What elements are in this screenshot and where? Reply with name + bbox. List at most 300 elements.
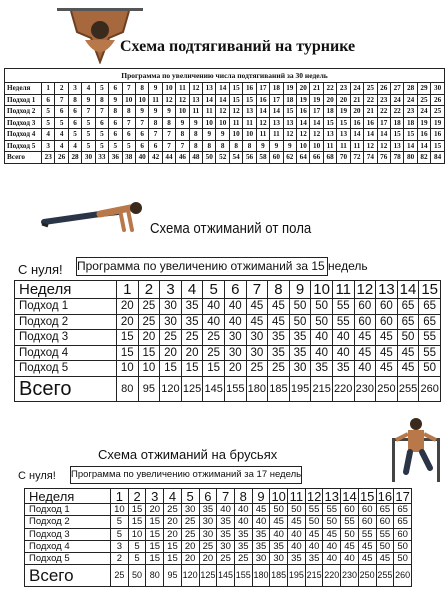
set-label: Подход 3 [15,330,117,346]
week-number-cell: 15 [359,488,375,504]
reps-cell: 14 [417,140,430,152]
reps-cell: 20 [181,345,203,361]
reps-cell: 21 [350,94,363,106]
week-number-cell: 15 [419,281,441,299]
reps-cell: 8 [109,106,122,118]
total-cell: 40 [135,152,148,164]
reps-cell: 8 [189,140,202,152]
week-number-cell: 25 [364,83,377,95]
reps-cell: 45 [376,361,398,377]
reps-cell: 5 [95,129,108,141]
reps-cell: 20 [146,504,164,516]
reps-cell: 20 [164,528,182,540]
reps-cell: 65 [394,516,412,528]
reps-cell: 25 [138,314,160,330]
reps-cell: 45 [358,540,376,552]
reps-cell: 40 [323,553,341,565]
reps-cell: 8 [162,117,175,129]
reps-cell: 22 [364,94,377,106]
week-number-cell: 14 [342,488,357,504]
reps-cell: 30 [246,345,268,361]
total-cell: 220 [332,376,354,401]
reps-cell: 45 [354,345,376,361]
set-label: Подход 3 [5,117,42,129]
reps-cell: 35 [311,361,333,377]
reps-cell: 15 [404,129,417,141]
reps-cell: 40 [224,299,246,315]
reps-cell: 5 [55,117,68,129]
total-cell: 78 [390,152,403,164]
week-number-cell: 21 [310,83,323,95]
week-number-cell: 10 [311,281,333,299]
reps-cell: 10 [135,94,148,106]
reps-cell: 13 [189,94,202,106]
week-number-cell: 7 [217,489,235,504]
total-cell: 80 [117,376,139,401]
week-number-cell: 19 [283,83,296,95]
reps-cell: 10 [111,504,129,516]
reps-cell: 10 [229,129,242,141]
week-number-cell: 9 [289,281,311,299]
reps-cell: 50 [397,330,419,346]
pullups-table [4,68,445,164]
reps-cell: 23 [377,94,390,106]
total-cell: 125 [181,376,203,401]
pushups-title: Схема отжиманий от пола [150,220,312,237]
reps-cell: 15 [160,361,182,377]
reps-cell: 5 [128,553,146,565]
reps-cell: 45 [376,553,394,565]
total-cell: 46 [176,152,189,164]
reps-cell: 65 [394,504,412,516]
reps-cell: 15 [203,361,225,377]
reps-cell: 17 [310,106,323,118]
reps-cell: 16 [364,117,377,129]
week-number-cell: 3 [146,489,164,504]
reps-cell: 35 [289,345,311,361]
reps-cell: 30 [270,553,288,565]
reps-cell: 50 [419,361,441,377]
reps-cell: 30 [160,314,182,330]
dips-start-label: С нуля! [18,470,56,482]
reps-cell: 10 [117,361,139,377]
total-cell: 62 [283,152,296,164]
total-cell: 155 [234,565,252,587]
reps-cell: 25 [234,553,252,565]
reps-cell: 25 [199,540,217,552]
reps-cell: 50 [323,516,341,528]
reps-cell: 2 [111,553,129,565]
set-label: Подход 3 [25,528,111,540]
reps-cell: 50 [394,540,412,552]
reps-cell: 25 [138,299,160,315]
total-cell: 145 [217,565,235,587]
reps-cell: 25 [181,528,199,540]
reps-cell: 20 [181,540,199,552]
reps-cell: 11 [350,140,363,152]
reps-cell: 12 [297,129,310,141]
reps-cell: 5 [42,117,55,129]
reps-cell: 5 [95,140,108,152]
reps-cell: 45 [246,314,268,330]
table-row [15,314,441,330]
reps-cell: 21 [364,106,377,118]
reps-cell: 65 [397,299,419,315]
reps-cell: 5 [82,140,95,152]
reps-cell: 60 [394,528,412,540]
reps-cell: 12 [229,106,242,118]
reps-cell: 40 [252,516,270,528]
reps-cell: 15 [323,117,336,129]
reps-cell: 18 [390,117,403,129]
reps-cell: 50 [289,314,311,330]
reps-cell: 50 [311,299,333,315]
reps-cell: 3 [111,540,129,552]
reps-cell: 15 [117,345,139,361]
reps-cell: 45 [288,516,306,528]
week-number-cell: 13 [376,281,398,299]
pullups-title: Схема подтягиваний на турнике [120,38,356,55]
week-number-cell: 12 [306,488,322,504]
total-label: Всего [5,152,42,164]
total-cell: 50 [128,565,146,587]
reps-cell: 8 [122,106,135,118]
table-row [15,299,441,315]
reps-cell: 35 [217,528,235,540]
set-label: Подход 1 [5,94,42,106]
week-number-cell: 12 [189,83,202,95]
dips-athlete-illustration [386,416,446,482]
reps-cell: 13 [337,129,350,141]
reps-cell: 15 [146,516,164,528]
total-cell: 28 [68,152,81,164]
set-label: Подход 2 [15,314,117,330]
reps-cell: 50 [288,504,306,516]
reps-cell: 5 [82,117,95,129]
week-number-cell: 6 [199,489,217,504]
total-cell: 84 [431,152,445,164]
total-cell: 145 [203,376,225,401]
reps-cell: 5 [111,516,129,528]
reps-cell: 65 [376,504,394,516]
week-number-cell: 1 [42,83,55,95]
week-header-row [5,83,445,95]
week-number-cell: 5 [203,281,225,299]
reps-cell: 10 [176,106,189,118]
reps-cell: 10 [138,361,160,377]
reps-cell: 55 [323,504,341,516]
reps-cell: 6 [42,94,55,106]
pushup-athlete-illustration [40,200,150,240]
reps-cell: 60 [341,504,359,516]
reps-cell: 25 [203,345,225,361]
reps-cell: 50 [394,553,412,565]
reps-cell: 60 [358,516,376,528]
pushups-start-label: С нуля! [18,262,63,277]
total-cell: 68 [323,152,336,164]
reps-cell: 15 [128,504,146,516]
reps-cell: 25 [160,330,182,346]
reps-cell: 15 [390,129,403,141]
reps-cell: 10 [203,117,216,129]
week-number-cell: 11 [176,83,189,95]
reps-cell: 65 [419,299,441,315]
reps-cell: 30 [199,516,217,528]
total-row [25,565,412,587]
set-label: Подход 4 [25,540,111,552]
total-cell: 120 [160,376,182,401]
reps-cell: 15 [229,94,242,106]
total-cell: 48 [189,152,202,164]
set-label: Подход 2 [25,516,111,528]
total-cell: 58 [256,152,269,164]
reps-cell: 35 [234,540,252,552]
reps-cell: 45 [323,528,341,540]
week-number-cell: 3 [68,83,81,95]
week-number-cell: 2 [55,83,68,95]
reps-cell: 15 [164,553,182,565]
reps-cell: 3 [42,140,55,152]
total-row [15,376,441,401]
total-cell: 250 [358,565,376,587]
reps-cell: 24 [404,94,417,106]
total-cell: 54 [229,152,242,164]
set-label: Подход 5 [5,140,42,152]
reps-cell: 15 [138,345,160,361]
reps-cell: 40 [288,540,306,552]
total-cell: 230 [354,376,376,401]
reps-cell: 15 [164,540,182,552]
reps-cell: 25 [217,553,235,565]
reps-cell: 24 [390,94,403,106]
week-number-cell: 8 [268,281,290,299]
reps-cell: 12 [216,106,229,118]
pushups-table [14,280,441,402]
total-cell: 50 [203,152,216,164]
reps-cell: 6 [109,129,122,141]
week-number-cell: 8 [234,489,252,504]
week-number-cell: 23 [337,83,350,95]
week-number-cell: 16 [377,488,393,504]
reps-cell: 13 [283,117,296,129]
reps-cell: 6 [135,140,148,152]
reps-cell: 11 [229,117,242,129]
total-cell: 180 [246,376,268,401]
reps-cell: 14 [350,129,363,141]
reps-cell: 30 [199,528,217,540]
reps-cell: 35 [252,540,270,552]
total-cell: 80 [404,152,417,164]
reps-cell: 35 [199,504,217,516]
reps-cell: 45 [270,516,288,528]
reps-cell: 15 [117,330,139,346]
reps-cell: 20 [117,314,139,330]
reps-cell: 14 [203,94,216,106]
reps-cell: 8 [189,129,202,141]
week-number-cell: 13 [203,83,216,95]
reps-cell: 15 [431,140,445,152]
week-number-cell: 17 [395,488,410,504]
reps-cell: 12 [310,129,323,141]
reps-cell: 10 [128,528,146,540]
reps-cell: 60 [376,299,398,315]
reps-cell: 4 [55,140,68,152]
reps-cell: 20 [199,553,217,565]
reps-cell: 6 [95,117,108,129]
reps-cell: 20 [350,106,363,118]
reps-cell: 15 [146,553,164,565]
reps-cell: 5 [128,540,146,552]
total-cell: 185 [268,376,290,401]
reps-cell: 50 [270,504,288,516]
reps-cell: 40 [270,528,288,540]
reps-cell: 19 [417,117,430,129]
reps-cell: 16 [431,129,445,141]
reps-cell: 20 [160,345,182,361]
reps-cell: 9 [109,94,122,106]
reps-cell: 35 [181,314,203,330]
set-label: Подход 4 [5,129,42,141]
week-number-cell: 28 [404,83,417,95]
reps-cell: 5 [42,106,55,118]
total-cell: 74 [364,152,377,164]
total-cell: 56 [243,152,256,164]
week-number-cell: 7 [246,281,268,299]
reps-cell: 16 [297,106,310,118]
reps-cell: 25 [431,106,445,118]
total-cell: 64 [297,152,310,164]
week-number-cell: 10 [162,83,175,95]
reps-cell: 10 [122,94,135,106]
reps-cell: 5 [68,129,81,141]
reps-cell: 22 [377,106,390,118]
reps-cell: 14 [297,117,310,129]
set-label: Подход 5 [15,361,117,377]
reps-cell: 40 [203,314,225,330]
reps-cell: 11 [243,117,256,129]
total-cell: 125 [199,565,217,587]
reps-cell: 25 [181,330,203,346]
reps-cell: 10 [297,140,310,152]
reps-cell: 15 [146,540,164,552]
reps-cell: 8 [243,140,256,152]
week-number-cell: 20 [297,83,310,95]
total-cell: 120 [181,565,199,587]
reps-cell: 45 [268,299,290,315]
week-number-cell: 1 [117,281,139,299]
table-row [25,540,412,552]
total-cell: 250 [376,376,398,401]
total-cell: 95 [164,565,182,587]
reps-cell: 15 [283,106,296,118]
reps-cell: 25 [181,516,199,528]
table-row [5,94,445,106]
reps-cell: 7 [55,94,68,106]
reps-cell: 12 [283,129,296,141]
reps-cell: 17 [270,94,283,106]
week-number-cell: 2 [128,489,146,504]
reps-cell: 14 [377,129,390,141]
reps-cell: 12 [377,140,390,152]
table-row [15,345,441,361]
reps-cell: 9 [189,117,202,129]
reps-cell: 13 [270,117,283,129]
reps-cell: 18 [283,94,296,106]
reps-cell: 30 [181,504,199,516]
week-number-cell: 14 [216,83,229,95]
reps-cell: 55 [341,516,359,528]
reps-cell: 24 [417,106,430,118]
reps-cell: 30 [160,299,182,315]
reps-cell: 55 [419,345,441,361]
reps-cell: 19 [297,94,310,106]
reps-cell: 60 [376,516,394,528]
reps-cell: 9 [216,129,229,141]
reps-cell: 10 [216,117,229,129]
reps-cell: 8 [176,129,189,141]
reps-cell: 45 [358,553,376,565]
total-cell: 60 [270,152,283,164]
reps-cell: 14 [216,94,229,106]
reps-cell: 13 [390,140,403,152]
reps-cell: 19 [431,117,445,129]
week-number-cell: 13 [324,488,340,504]
total-cell: 33 [95,152,108,164]
reps-cell: 7 [162,140,175,152]
reps-cell: 45 [268,314,290,330]
week-number-cell: 2 [138,281,160,299]
reps-cell: 40 [341,553,359,565]
total-cell: 44 [162,152,175,164]
reps-cell: 6 [55,106,68,118]
reps-cell: 40 [217,504,235,516]
reps-cell: 6 [122,129,135,141]
reps-cell: 4 [68,140,81,152]
set-label: Подход 4 [15,345,117,361]
week-number-cell: 17 [256,83,269,95]
total-cell: 260 [419,376,441,401]
reps-cell: 15 [128,516,146,528]
total-cell: 155 [224,376,246,401]
reps-cell: 35 [234,528,252,540]
reps-cell: 45 [246,299,268,315]
total-cell: 82 [417,152,430,164]
reps-cell: 45 [397,361,419,377]
reps-cell: 20 [337,94,350,106]
reps-cell: 15 [146,528,164,540]
reps-cell: 25 [203,330,225,346]
reps-cell: 10 [243,129,256,141]
reps-cell: 30 [289,361,311,377]
week-number-cell: 11 [332,281,354,299]
total-cell: 255 [376,565,394,587]
pushups-caption: Программа по увеличению отжиманий за 15 недель [76,257,328,276]
table-row [15,330,441,346]
week-number-cell: 3 [160,281,182,299]
reps-cell: 8 [216,140,229,152]
reps-cell: 55 [332,299,354,315]
reps-cell: 11 [270,129,283,141]
table-row [25,504,412,516]
reps-cell: 19 [310,94,323,106]
reps-cell: 45 [305,528,323,540]
total-cell: 180 [252,565,270,587]
reps-cell: 8 [229,140,242,152]
reps-cell: 14 [270,106,283,118]
reps-cell: 30 [246,330,268,346]
reps-cell: 35 [217,516,235,528]
reps-cell: 35 [268,345,290,361]
